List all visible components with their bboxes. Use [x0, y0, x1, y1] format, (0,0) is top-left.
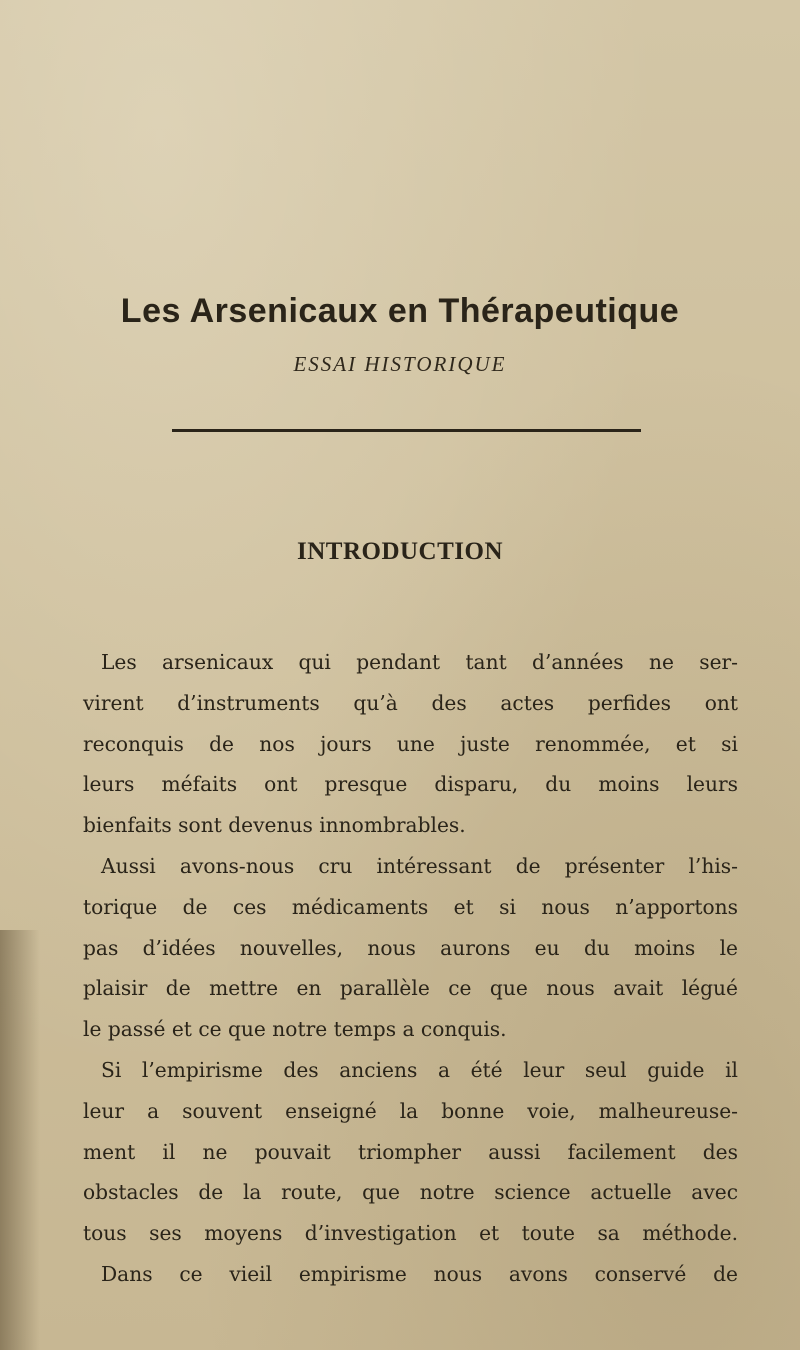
text-line: le passé et ce que notre temps a conquis. [83, 1017, 507, 1042]
text-line: virent d’instruments qu’à des actes perfides ont [83, 690, 738, 715]
text-line: plaisir de mettre en parallèle ce que nous avait légué [83, 976, 738, 1001]
text-line: bienfaits sont devenus innombrables. [83, 813, 466, 838]
text-line: tous ses moyens d’investigation et toute sa méthode. [83, 1221, 738, 1246]
text-line: Les arsenicaux qui pendant tant d’années ne ser- [101, 650, 738, 674]
body-text [83, 642, 738, 1295]
document-title: Les Arsenicaux en Thérapeutique [120, 292, 680, 330]
text-line: torique de ces médicaments et si nous n’apportons [83, 894, 738, 919]
page-edge-shadow [0, 930, 40, 1350]
text-line: ment il ne pouvait triompher aussi facilement des [83, 1139, 738, 1164]
text-line: reconquis de nos jours une juste renommée, et si [83, 731, 738, 756]
section-heading: INTRODUCTION [296, 538, 504, 565]
text-line: Dans ce vieil empirisme nous avons conservé de [101, 1261, 738, 1286]
text-line: leurs méfaits ont presque disparu, du moins leurs [83, 772, 738, 797]
title-divider [172, 429, 641, 432]
text-line: obstacles de la route, que notre science actuelle avec [83, 1180, 738, 1205]
text-line: Si l’empirisme des anciens a été leur seul guide il [101, 1057, 738, 1082]
text-line: Aussi avons-nous cru intéressant de présenter l’his- [101, 853, 738, 878]
text-line: pas d’idées nouvelles, nous aurons eu du moins le [83, 935, 738, 960]
text-line: leur a souvent enseigné la bonne voie, malheureuse- [83, 1098, 738, 1123]
document-subtitle: ESSAI HISTORIQUE [293, 352, 507, 376]
